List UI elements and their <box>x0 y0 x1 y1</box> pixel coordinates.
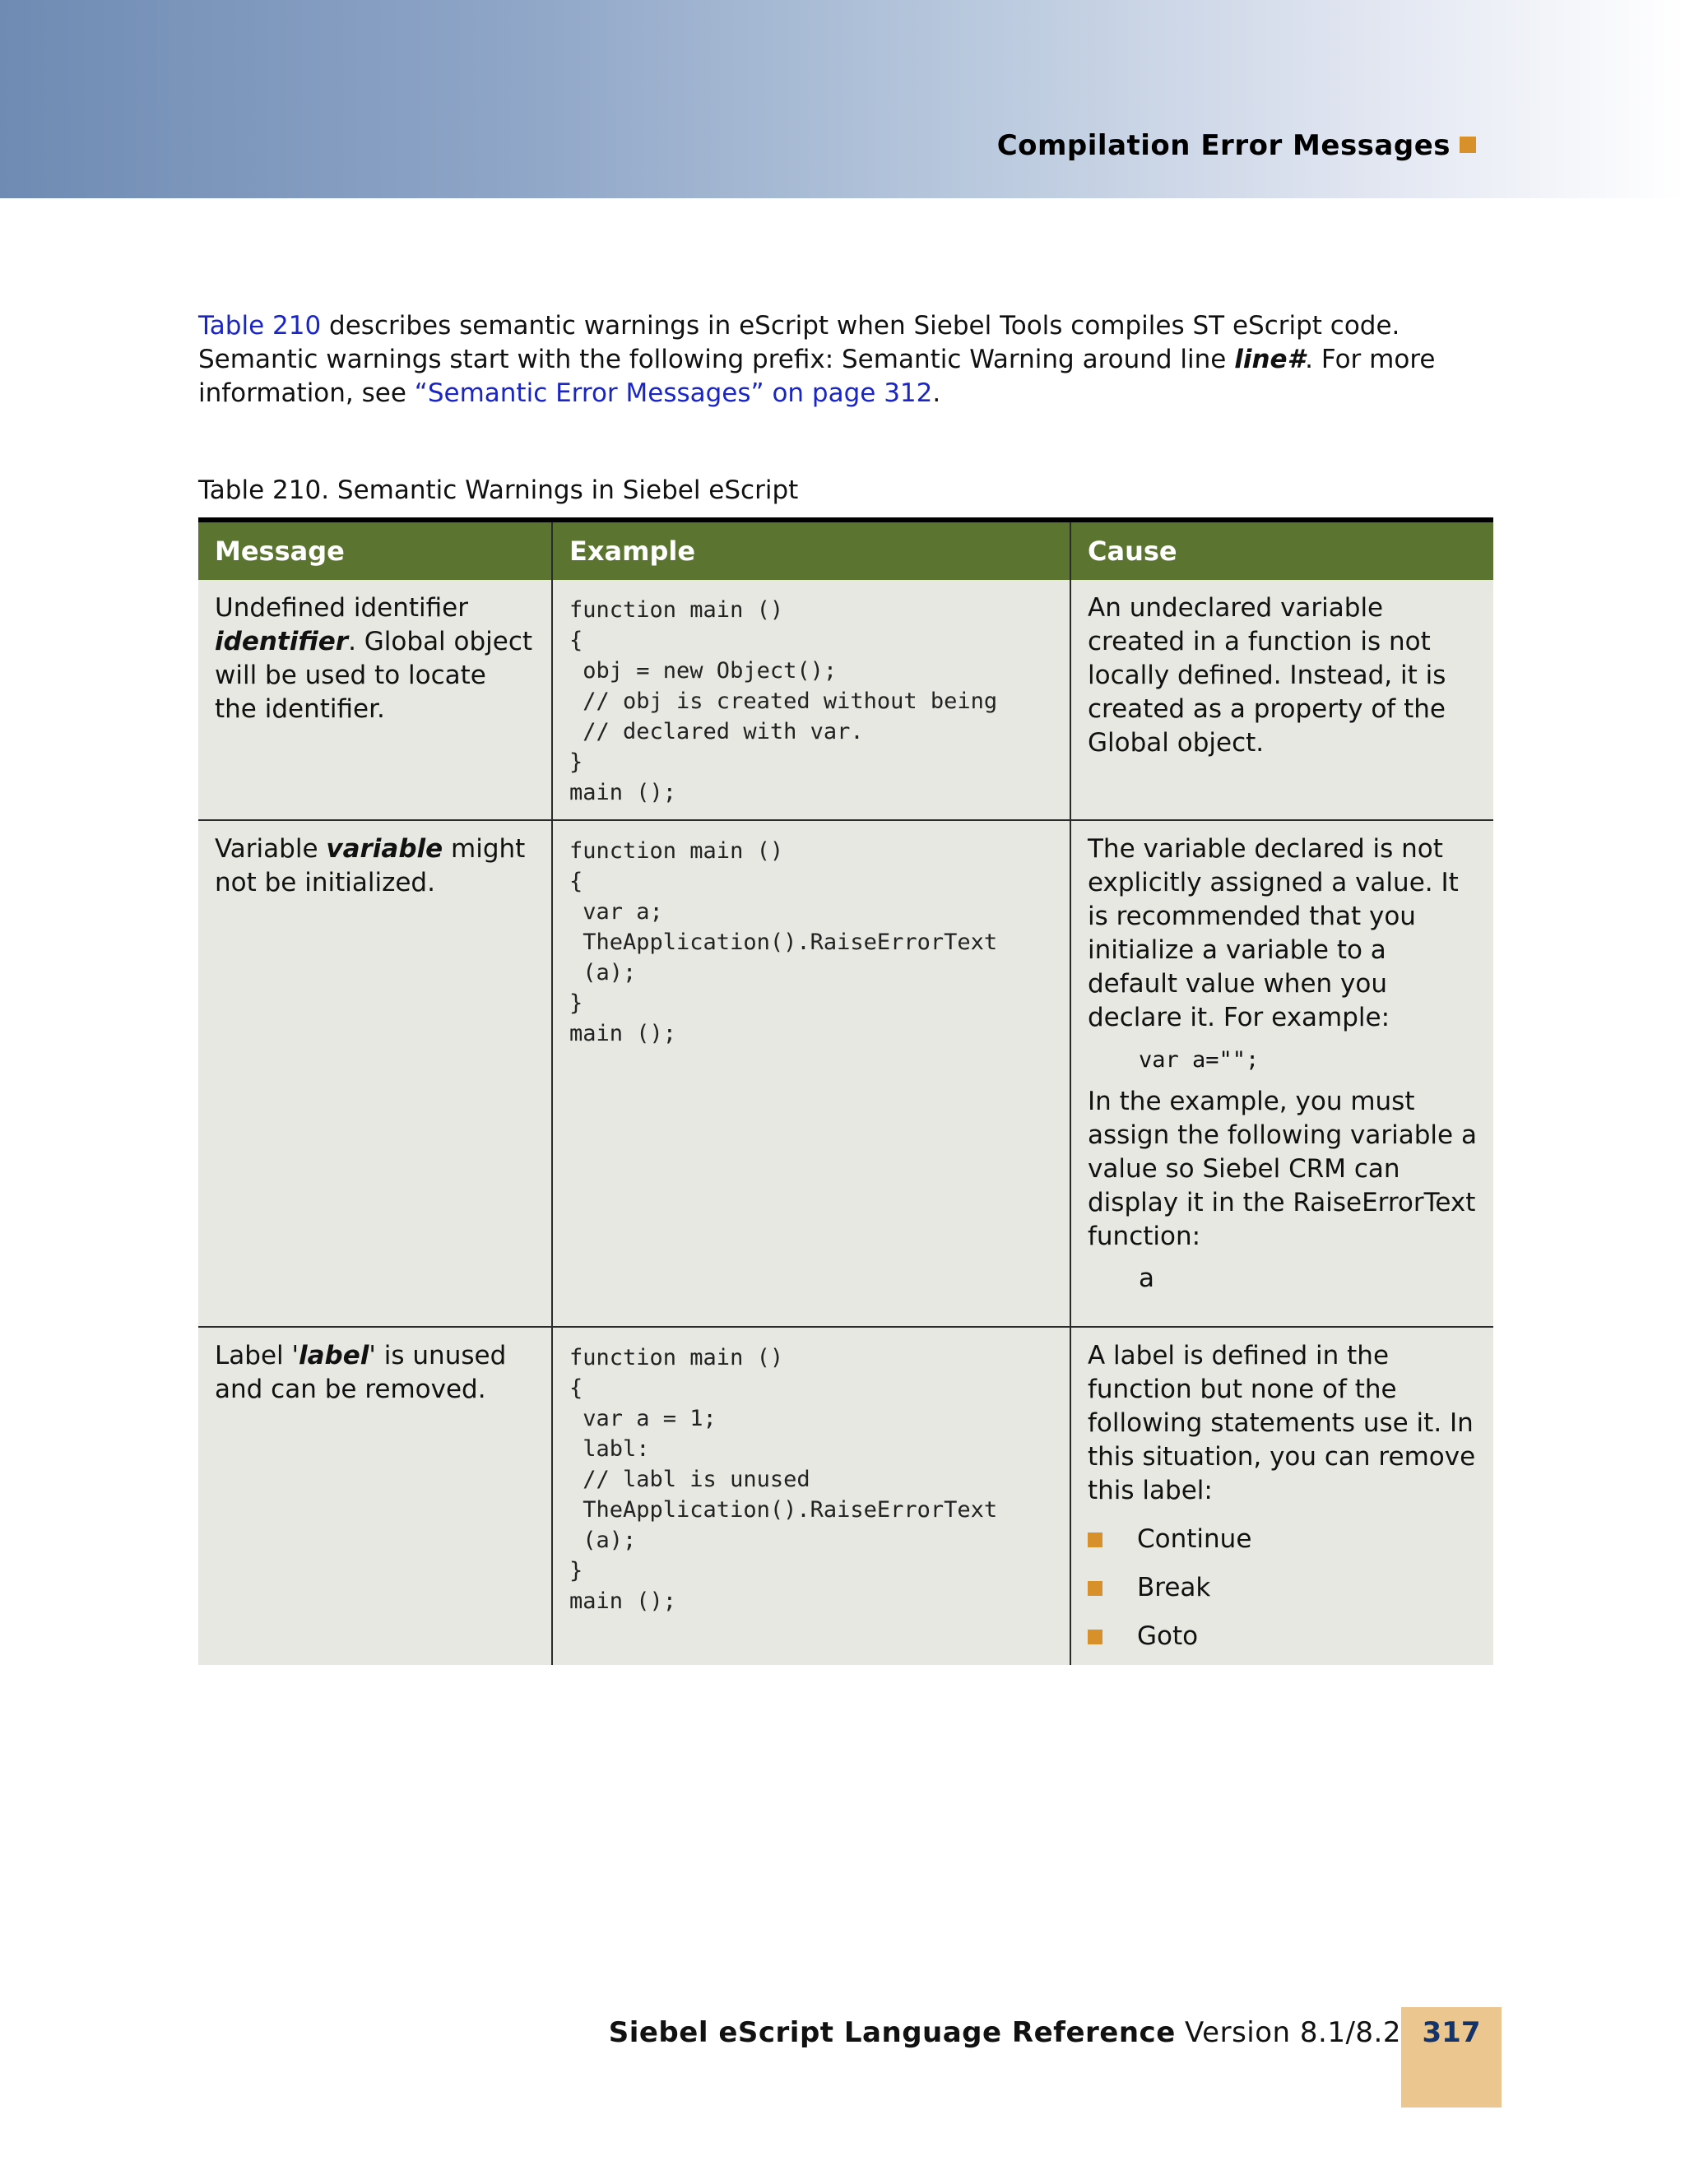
header-cause: Cause <box>1070 520 1493 580</box>
cause-cell <box>1070 580 1493 820</box>
intro-paragraph <box>198 309 1482 410</box>
message-cell <box>198 1327 552 1665</box>
cause-text: A label is defined in the function but none of the following statements use it. In this situation, you can remove this label: <box>1088 1341 1476 1505</box>
table-210-link[interactable]: Table 210 <box>198 311 322 341</box>
intro-text-1: describes semantic warnings in eScript when Siebel Tools compiles ST eScript code. Semantic warnings start with the following prefix: Semantic Warning around line <box>198 311 1400 374</box>
cause-cell <box>1070 1327 1493 1665</box>
message-text: . Global object will be used to locate the identifier. <box>215 627 533 724</box>
example-code: function main () { var a; TheApplication().RaiseErrorText (a); } main (); <box>569 838 998 1046</box>
intro-text-3: . <box>932 378 941 408</box>
bullet-square-icon <box>1088 1533 1102 1547</box>
message-text: Undefined identifier <box>215 593 468 623</box>
message-text: ' is unused and can be removed. <box>215 1341 507 1404</box>
table-caption: Table 210. Semantic Warnings in Siebel eScript <box>198 475 799 505</box>
message-emphasis: variable <box>326 834 443 864</box>
cause-text: The variable declared is not explicitly assigned a value. It is recommended that you initialize a variable to a default value when you declare it. For example: <box>1088 834 1459 1032</box>
list-item <box>1088 1523 1477 1556</box>
bullet-square-icon <box>1088 1581 1102 1596</box>
header-message: Message <box>198 520 552 580</box>
cause-code-example: var a=""; <box>1139 1047 1260 1073</box>
cause-cell <box>1070 820 1493 1327</box>
page-number: 317 <box>1422 2016 1481 2049</box>
semantic-warnings-table <box>198 517 1493 1665</box>
message-cell <box>198 820 552 1327</box>
footer-version: Version 8.1/8.2 <box>1175 2016 1401 2049</box>
bullet-text: Break <box>1137 1573 1211 1602</box>
table-row <box>198 1327 1493 1665</box>
list-item <box>1088 1620 1477 1653</box>
footer <box>609 2016 1401 2049</box>
cause-variable: a <box>1139 1264 1154 1293</box>
table-row <box>198 580 1493 820</box>
table-row <box>198 820 1493 1327</box>
header-example: Example <box>552 520 1070 580</box>
running-header-title: Compilation Error Messages <box>996 129 1451 162</box>
bullet-text: Continue <box>1137 1524 1252 1554</box>
table-header-row <box>198 520 1493 580</box>
example-cell <box>552 1327 1070 1665</box>
list-item <box>1088 1571 1477 1605</box>
bullet-square-icon <box>1088 1630 1102 1644</box>
message-text: might not be initialized. <box>215 834 526 897</box>
example-cell <box>552 580 1070 820</box>
example-code: function main () { var a = 1; labl: // labl is unused TheApplication().RaiseErrorText (a); } main (); <box>569 1345 998 1614</box>
example-cell <box>552 820 1070 1327</box>
intro-text-2: . For more information, see <box>198 345 1436 408</box>
message-emphasis: identifier <box>215 627 349 656</box>
footer-book-title: Siebel eScript Language Reference <box>608 2016 1176 2049</box>
cause-text: An undeclared variable created in a function is not locally defined. Instead, it is created as a property of the Global object. <box>1088 593 1446 758</box>
bullet-text: Goto <box>1137 1621 1199 1651</box>
header-band <box>0 0 1685 198</box>
line-number-emphasis: line# <box>1234 345 1306 374</box>
message-text: Label ' <box>215 1341 299 1370</box>
header-square-marker-icon <box>1460 137 1476 153</box>
message-emphasis: label <box>299 1341 369 1370</box>
semantic-error-messages-link[interactable]: “Semantic Error Messages” on page 312 <box>414 378 933 408</box>
example-code: function main () { obj = new Object(); // obj is created without being // declared with var. } main (); <box>569 597 998 805</box>
message-text: Variable <box>215 834 327 864</box>
cause-text: In the example, you must assign the following variable a value so Siebel CRM can display it in the RaiseErrorText function: <box>1088 1087 1477 1251</box>
message-cell <box>198 580 552 820</box>
